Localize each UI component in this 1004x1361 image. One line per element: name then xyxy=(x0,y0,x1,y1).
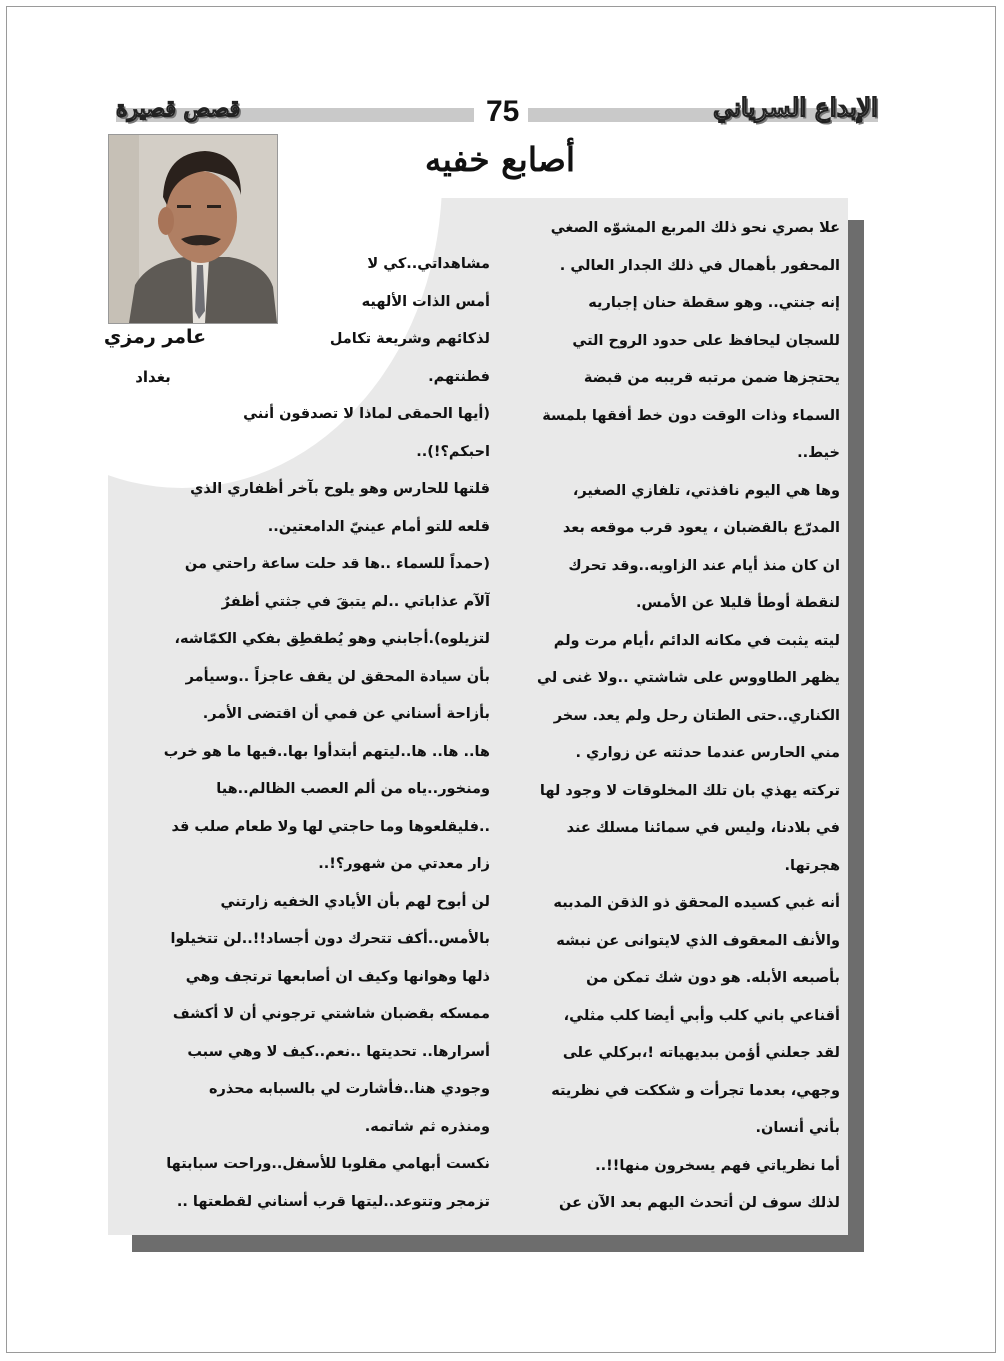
text-line: (أيها الحمقى لماذا لا تصدقون أنني xyxy=(243,406,490,422)
text-line: بأصبعه الأبله. هو دون شك تمكن من xyxy=(586,970,840,986)
text-line: السماء وذات الوقت دون خط أفقها بلمسة xyxy=(542,407,840,424)
text-line: خيط.. xyxy=(797,445,840,461)
text-line: المحفور بأهمال في ذلك الجدار العالي . xyxy=(559,257,840,274)
text-line: قلعه للتو أمام عينيّ الدامعتين.. xyxy=(267,518,490,535)
text-line: ان كان منذ أيام عند الزاويه..وقد تحرك xyxy=(568,557,840,574)
text-line: ممسكه بقضبان شاشتي ترجوني أن لا أكشف xyxy=(172,1006,490,1022)
text-line: أقناعي باني كلب وأبي أيضا كلب مثلي، xyxy=(563,1007,840,1024)
text-line: فطنتهم. xyxy=(428,368,490,385)
text-line: وجودي هنا..فأشارت لي بالسبابه محذره xyxy=(209,1081,490,1097)
story-title: أصابع خفيه xyxy=(424,140,576,179)
text-line: (حمداً للسماء ..ها قد حلت ساعة راحتي من xyxy=(184,556,490,572)
text-line: تزمجر وتتوعد..ليتها قرب أسناني لقطعتها .. xyxy=(176,1193,490,1210)
text-line: أما نظرياتي فهم يسخرون منها!!.. xyxy=(595,1157,840,1174)
text-line: لنقطة أوطأ قليلا عن الأمس. xyxy=(635,595,840,611)
text-line: ها.. ها.. ها..ليتهم أبتدأوا بها..فيها ما هو خرب xyxy=(163,743,490,760)
text-line: زار معدتي من شهور؟!.. xyxy=(318,856,490,872)
text-line: أنه غبي كسيده المحقق ذو الذقن المدببه xyxy=(553,895,840,911)
text-line: ..فليقلعوها وما حاجتي لها ولا طعام صلب قد xyxy=(171,818,490,835)
section-label: قصص قصيرة xyxy=(116,96,241,122)
author-name: عامر رمزي xyxy=(103,326,207,348)
text-line: قلتها للحارس وهو يلوح بآخر أظفاري الذي xyxy=(190,481,490,497)
text-line: والأنف المعقوف الذي لايتوانى عن نبشه xyxy=(556,932,840,949)
text-column-left xyxy=(130,246,490,1221)
text-line: بالأمس..أكف تتحرك دون أجساد!!..لن تتخيلوا xyxy=(170,931,490,947)
text-line: احبكم؟!).. xyxy=(416,443,490,460)
text-line: أمس الذات الألهيه xyxy=(361,293,490,310)
text-line: لذكائهم وشريعة تكامل xyxy=(329,331,490,347)
text-line: بأني أنسان. xyxy=(755,1120,840,1136)
text-line: وجهي، بعدما تجرأت و شككت في نظريته xyxy=(551,1082,840,1099)
text-line: علا بصري نحو ذلك المربع المشوّه الصغي xyxy=(550,220,840,236)
text-line: أسرارها.. تحديتها ..نعم..كيف لا وهي سبب xyxy=(187,1043,490,1060)
text-line: ومنخور..ياه من ألم العصب الظالم..هيا xyxy=(216,781,490,797)
text-line: بأزاحة أسناني عن فمي أن اقتضى الأمر. xyxy=(202,706,490,722)
author-city: بغداد xyxy=(135,368,171,386)
text-line: بأن سيادة المحقق لن يقف عاجزاً ..وسيأمر xyxy=(185,668,490,685)
text-line: للسجان ليحافظ على حدود الروح التي xyxy=(572,332,840,349)
text-line: تركته يهذي بان تلك المخلوقات لا وجود لها xyxy=(539,782,840,799)
text-line: ومنذره ثم شاتمه. xyxy=(364,1118,490,1135)
page-number: 75 xyxy=(486,95,520,128)
text-line: يحتجزها ضمن مرتبه قريبه من قبضة xyxy=(583,370,840,386)
text-line: الكناري..حتى الطتان رحل ولم يعد. سخر xyxy=(553,707,840,724)
text-line: مني الحارس عندما حدثته عن زواري . xyxy=(575,745,840,761)
text-line: لتزيلوه).أجابني وهو يُطقطِق بفكي الكمّاشه، xyxy=(174,631,490,647)
text-line: إنه جنتي.. وهو سقطة حنان إجباريه xyxy=(588,295,840,311)
text-column-right xyxy=(520,210,840,1223)
text-line: لذلك سوف لن أتحدث اليهم بعد الآن عن xyxy=(559,1195,840,1211)
text-line: هجرتها. xyxy=(784,857,840,874)
text-line: في بلادنا، وليس في سمائنا مسلك عند xyxy=(566,820,840,836)
text-line: ذلها وهوانها وكيف ان أصابعها ترتجف وهي xyxy=(185,968,490,985)
text-line: يظهر الطاووس على شاشتي ..ولا غنى لي xyxy=(537,670,840,686)
text-line: نكست أبهامي مقلوبا للأسفل..وراحت سبابتها xyxy=(166,1156,490,1172)
text-line: المدرّع بالقضبان ، يعود قرب موقعه بعد xyxy=(562,520,840,536)
text-line: مشاهداتي..كي لا xyxy=(367,256,490,272)
magazine-name: الإبداع السرياني xyxy=(713,93,878,122)
text-line: آلآم عذاباتي ..لم يتبقَ في جثتي أظفرٌ xyxy=(221,593,490,610)
text-line: لقد جعلني أؤمن ببديهياته !،بركلي على xyxy=(562,1045,840,1061)
text-line: ليته يثبت في مكانه الدائم ،أيام مرت ولم xyxy=(553,632,840,649)
text-line: لن أبوح لهم بأن الأيادي الخفيه زارتني xyxy=(220,893,490,910)
text-line: وها هي اليوم نافذتي، تلفازي الصغير، xyxy=(572,482,840,499)
